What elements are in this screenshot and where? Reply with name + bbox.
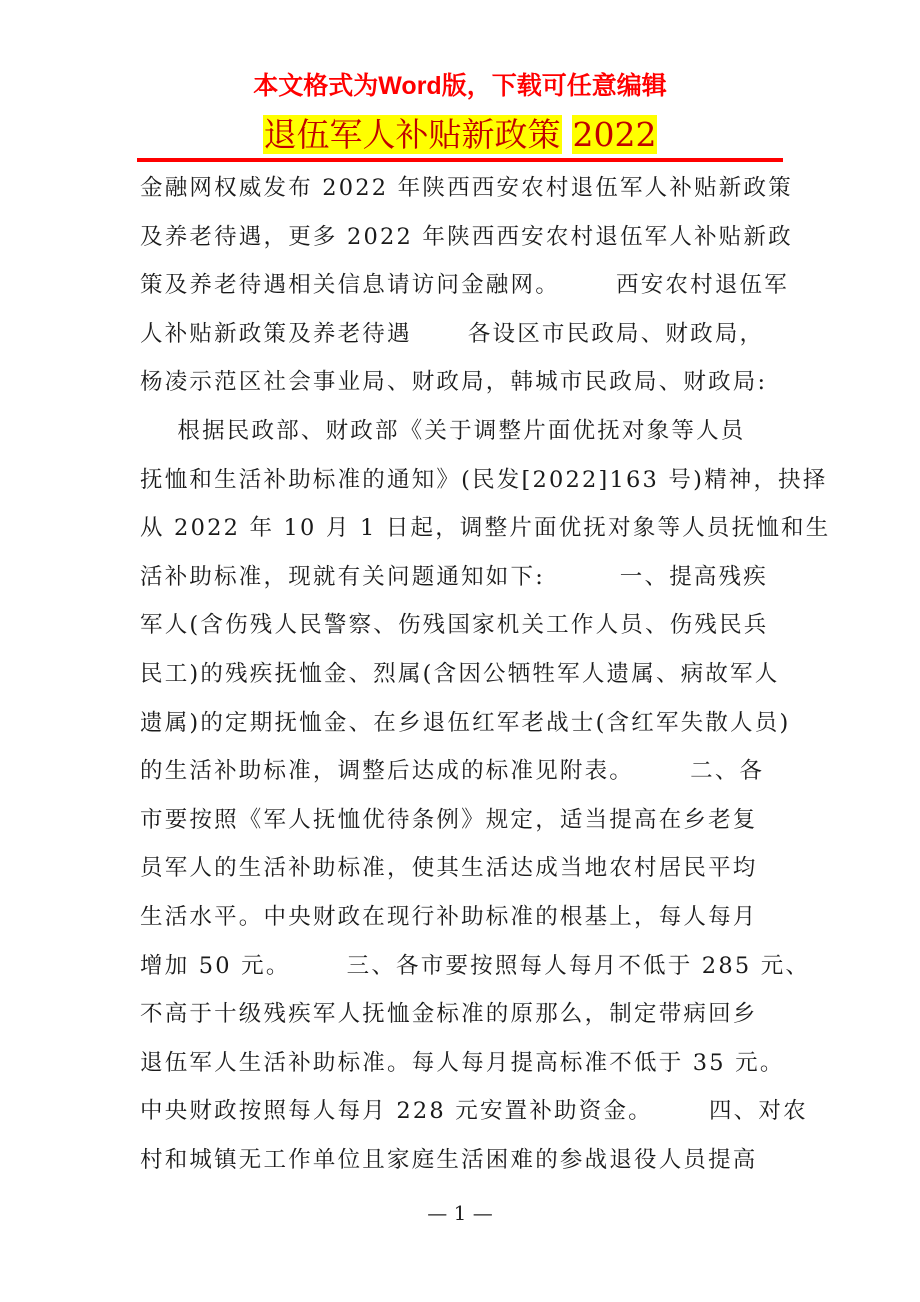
title-divider-rule: [137, 158, 783, 162]
document-title: [0, 113, 920, 157]
title-year: 2022: [572, 115, 657, 154]
body-line: 抚恤和生活补助标准的通知》(民发[2022]163 号)精神，抉择: [140, 466, 828, 493]
body-line: 策及养老待遇相关信息请访问金融网。 西安农村退伍军: [140, 272, 789, 299]
body-line: 退伍军人生活补助标准。每人每月提高标准不低于 35 元。: [140, 1049, 785, 1076]
body-line: 及养老待遇，更多 2022 年陕西西安农村退伍军人补贴新政: [140, 223, 793, 250]
body-line: 不高于十级残疾军人抚恤金标准的原那么，制定带病回乡: [140, 1001, 758, 1028]
body-line: 遗属)的定期抚恤金、在乡退伍红军老战士(含红军失散人员): [140, 709, 791, 736]
editable-format-notice: 本文格式为Word版，下载可任意编辑: [253, 72, 667, 100]
body-line: 增加 50 元。 三、各市要按照每人每月不低于 285 元、: [140, 952, 811, 979]
body-line: 村和城镇无工作单位且家庭生活困难的参战退役人员提高: [140, 1146, 758, 1173]
body-line: 员军人的生活补助标准，使其生活达成当地农村居民平均: [140, 855, 758, 882]
body-line: 活补助标准，现就有关问题通知如下: 一、提高残疾: [140, 563, 768, 590]
body-line: 金融网权威发布 2022 年陕西西安农村退伍军人补贴新政策: [140, 175, 793, 201]
body-line: 民工)的残疾抚恤金、烈属(含因公牺牲军人遗属、病故军人: [140, 660, 780, 687]
body-line: 军人(含伤残人民警察、伤残国家机关工作人员、伤残民兵: [140, 612, 769, 639]
body-line: 杨凌示范区社会事业局、财政局，韩城市民政局、财政局:: [140, 369, 768, 396]
body-line: 从 2022 年 10 月 1 日起，调整片面优抚对象等人员抚恤和生: [140, 515, 831, 542]
body-line: 的生活补助标准，调整后达成的标准见附表。 二、各: [140, 758, 765, 785]
page-number: — 1 —: [427, 1201, 493, 1225]
body-line: 根据民政部、财政部《关于调整片面优抚对象等人员: [140, 417, 746, 444]
body-line: 市要按照《军人抚恤优待条例》规定，适当提高在乡老复: [140, 806, 758, 833]
body-line: 中央财政按照每人每月 228 元安置补助资金。 四、对农: [140, 1098, 808, 1125]
body-paragraph: [140, 164, 831, 1184]
title-text: 退伍军人补贴新政策: [263, 115, 561, 154]
body-line: 人补贴新政策及养老待遇 各设区市民政局、财政局，: [140, 320, 765, 347]
body-line: 生活水平。中央财政在现行补助标准的根基上，每人每月: [140, 903, 758, 930]
